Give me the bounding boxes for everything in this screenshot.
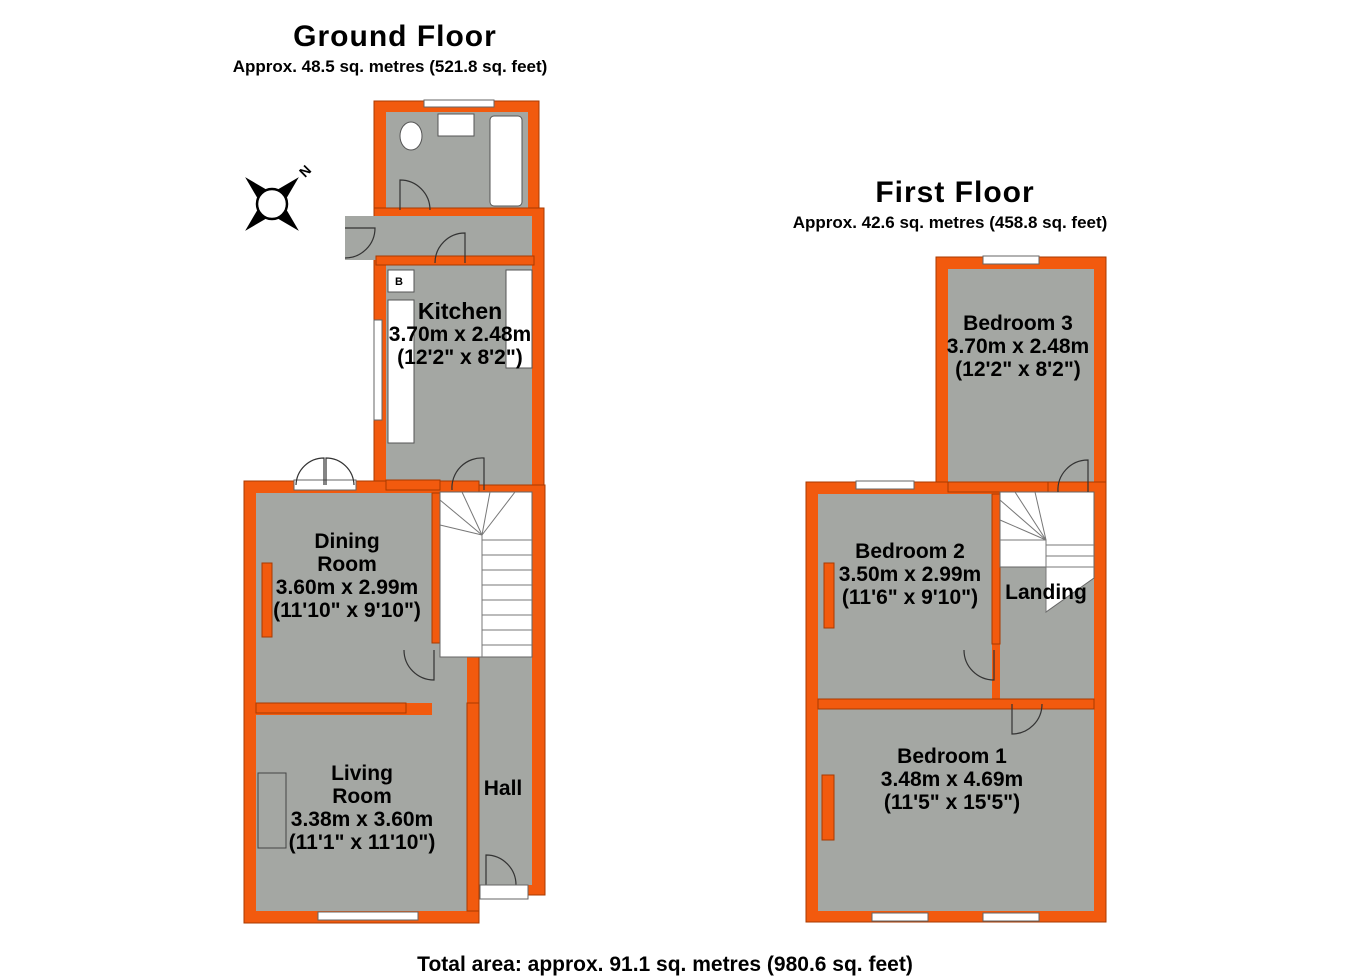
lobby-floor [345,216,390,260]
first-floor-area: Approx. 42.6 sq. metres (458.8 sq. feet) [792,213,1108,232]
living-size-imperial: (11'1" x 11'10") [288,831,436,854]
bedroom3-name: Bedroom 3 [963,312,1073,335]
dining-living-wall [256,703,406,713]
living-room-label [266,762,458,854]
landing-label: Landing [1005,581,1087,604]
bedroom2-name: Bedroom 2 [855,540,965,563]
ground-floor-area: Approx. 48.5 sq. metres (521.8 sq. feet) [232,57,548,76]
front-door-step [480,885,528,899]
bedroom3-bottom-wall [948,482,1048,492]
dining-size-metric: 3.60m x 2.99m [275,576,419,599]
dining-name-line1: Dining [314,530,380,553]
bedroom1-chimney [822,775,834,840]
total-area: Total area: approx. 91.1 sq. metres (980.6 sq. feet) [417,953,913,976]
living-name-line1: Living [331,762,393,785]
basin-fixture [438,114,474,136]
kitchen-size-metric: 3.70m x 2.48m [388,323,532,346]
bathroom-window [424,100,494,107]
bedroom1-size-metric: 3.48m x 4.69m [880,768,1024,791]
kitchen-dining-wall [386,480,440,490]
living-window [318,912,418,920]
living-hall-wall [467,703,479,911]
bedroom1-label [860,745,1044,814]
bedroom2-window [856,481,914,489]
bedroom3-label [930,312,1106,381]
kitchen-label [370,300,550,369]
bedroom2-label [815,540,1005,609]
wc-fixture [400,122,422,150]
bedroom1-name: Bedroom 1 [897,745,1007,768]
bedroom2-size-metric: 3.50m x 2.99m [838,563,982,586]
ground-stairs [440,492,532,657]
french-doors [294,480,356,490]
bedroom2-size-imperial: (11'6" x 9'10") [841,586,979,609]
ground-floor-title: Ground Floor [293,20,497,53]
boiler-label: B [395,276,403,288]
bedroom1-window-left [872,913,928,921]
lobby-kitchen-wall [376,256,534,265]
bedroom3-size-metric: 3.70m x 2.48m [946,335,1090,358]
bedroom1-top-wall [818,699,1094,709]
kitchen-size-imperial: (12'2" x 8'2") [397,346,523,369]
compass-north-label: N [295,161,315,181]
bedroom1-window-right [983,913,1039,921]
dining-room-label [252,530,442,622]
bedroom1-size-imperial: (11'5" x 15'5") [883,791,1021,814]
bath-fixture [490,116,522,206]
bedroom3-window [983,256,1039,264]
bedroom3-size-imperial: (12'2" x 8'2") [955,358,1081,381]
living-size-metric: 3.38m x 3.60m [290,808,434,831]
dining-size-imperial: (11'10" x 9'10") [273,599,421,622]
living-name-line2: Room [332,785,392,808]
first-floor-title: First Floor [875,176,1035,209]
kitchen-name: Kitchen [417,298,503,324]
hall-label: Hall [483,777,523,800]
dining-name-line2: Room [317,553,377,576]
